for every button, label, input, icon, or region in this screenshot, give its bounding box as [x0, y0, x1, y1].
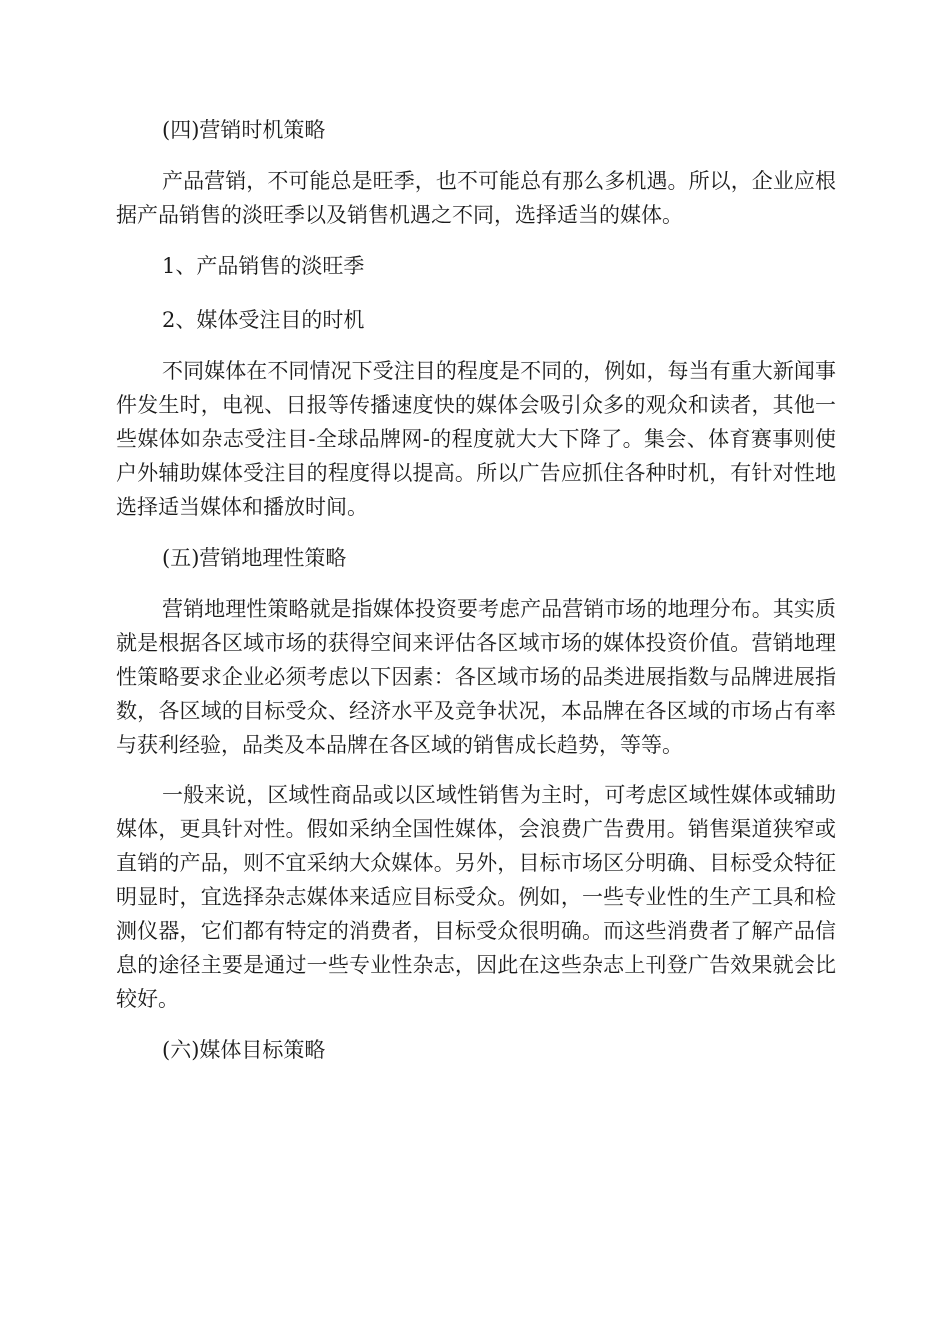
section-6-heading: (六)媒体目标策略: [162, 1038, 326, 1062]
section-5-paragraph: 营销地理性策略就是指媒体投资要考虑产品营销市场的地理分布。其实质就是根据各区域市场的获得空间来评估各区域市场的媒体投资价值。营销地理性策略要求企业必须考虑以下因素：各区域市场的品类进展指数与品牌进展指数，各区域的目标受众、经济水平及竞争状况，本品牌在各区域的市场占有率与获利经验，品类及本品牌在各区域的销售成长趋势，等等。: [116, 597, 836, 757]
list-item-1: 1、产品销售的淡旺季: [162, 254, 365, 278]
list-item-2: 2、媒体受注目的时机: [162, 308, 365, 332]
section-4-heading: (四)营销时机策略: [162, 118, 326, 142]
section-4-paragraph: 产品营销，不可能总是旺季，也不可能总有那么多机遇。所以，企业应根据产品销售的淡旺季以及销售机遇之不同，选择适当的媒体。: [116, 169, 836, 227]
media-attention-paragraph: 不同媒体在不同情况下受注目的程度是不同的，例如，每当有重大新闻事件发生时，电视、日报等传播速度快的媒体会吸引众多的观众和读者，其他一些媒体如杂志受注目-全球品牌网-的程度就大大下降了。集会、体育赛事则使户外辅助媒体受注目的程度得以提高。所以广告应抓住各种时机，有针对性地选择适当媒体和播放时间。: [116, 359, 836, 519]
section-5-heading: (五)营销地理性策略: [162, 546, 347, 570]
document-page: [116, 110, 836, 1070]
regional-paragraph: 一般来说，区域性商品或以区域性销售为主时，可考虑区域性媒体或辅助媒体，更具针对性。假如采纳全国性媒体，会浪费广告费用。销售渠道狭窄或直销的产品，则不宜采纳大众媒体。另外，目标市场区分明确、目标受众特征明显时，宜选择杂志媒体来适应目标受众。例如，一些专业性的生产工具和检测仪器，它们都有特定的消费者，目标受众很明确。而这些消费者了解产品信息的途径主要是通过一些专业性杂志，因此在这些杂志上刊登广告效果就会比较好。: [116, 783, 836, 1011]
